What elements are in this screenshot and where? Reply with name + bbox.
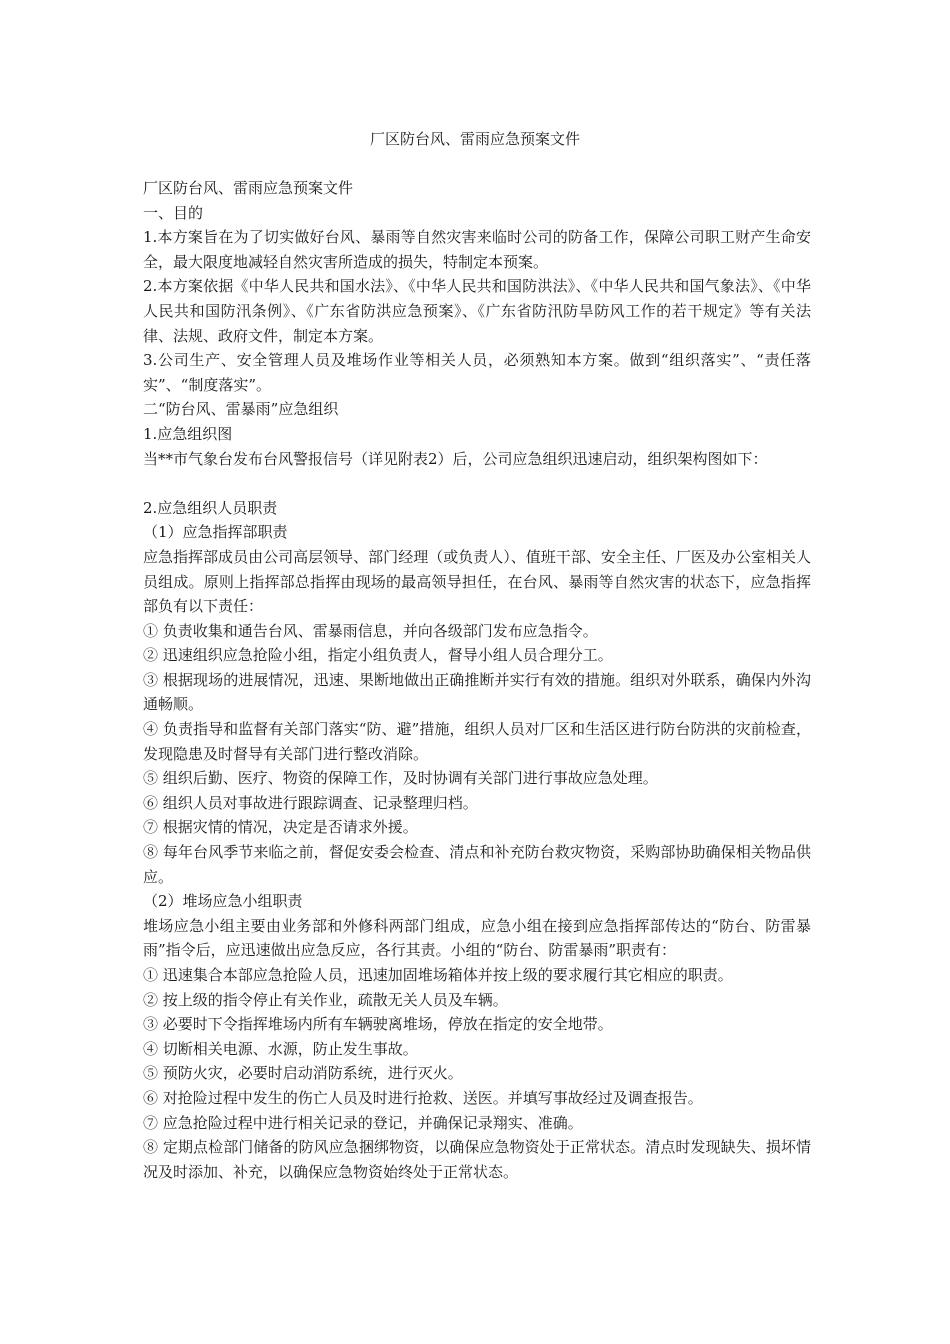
- list-item: ⑧ 定期点检部门储备的防风应急捆绑物资，以确保应急物资处于正常状态。清点时发现缺失、损坏情况及时添加、补充，以确保应急物资始终处于正常状态。: [143, 1138, 811, 1181]
- document-title: 厂区防台风、雷雨应急预案文件: [369, 130, 580, 148]
- list-item: ⑤ 预防火灾，必要时启动消防系统，进行灭火。: [143, 1064, 463, 1083]
- paragraph: 3.公司生产、安全管理人员及堆场作业等相关人员，必须熟知本方案。做到“组织落实”、“责任落实”、“制度落实”。: [143, 351, 811, 394]
- paragraph: 堆场应急小组主要由业务部和外修科两部门组成，应急小组在接到应急指挥部传达的“防台、防雷暴雨”指令后，应迅速做出应急反应，各行其责。小组的“防台、防雷暴雨”职责有：: [143, 916, 811, 960]
- document-body: [143, 176, 811, 1184]
- subsection-heading: （2）堆场应急小组职责: [143, 892, 303, 911]
- paragraph: 应急指挥部成员由公司高层领导、部门经理（或负责人）、值班干部、安全主任、厂医及办公室相关人员组成。原则上指挥部总指挥由现场的最高领导担任，在台风、暴雨等自然灾害的状态下，应急指挥部负有以下责任：: [143, 547, 811, 616]
- list-item: ⑧ 每年台风季节来临之前，督促安委会检查、清点和补充防台救灾物资，采购部协助确保相关物品供应。: [143, 843, 811, 886]
- section-heading-purpose: 一、目的: [143, 203, 204, 222]
- list-item: ④ 切断相关电源、水源，防止发生事故。: [143, 1039, 418, 1058]
- list-item: ① 负责收集和通告台风、雷暴雨信息，并向各级部门发布应急指令。: [143, 621, 598, 640]
- subsection-heading: （1）应急指挥部职责: [143, 523, 288, 542]
- org-chart-placeholder: [143, 471, 811, 496]
- list-item: ⑥ 对抢险过程中发生的伤亡人员及时进行抢救、送医。并填写事故经过及调查报告。: [143, 1088, 703, 1107]
- list-item: ③ 根据现场的进展情况，迅速、果断地做出正确推断并实行有效的措施。组织对外联系，确保内外沟通畅顺。: [143, 670, 811, 714]
- list-item: ④ 负责指导和监督有关部门落实“防、避”措施，组织人员对厂区和生活区进行防台防洪的灾前检查，发现隐患及时督导有关部门进行整改消除。: [143, 720, 811, 763]
- paragraph: 2.本方案依据《中华人民共和国水法》、《中华人民共和国防洪法》、《中华人民共和国气象法》、《中华人民共和国防汛条例》、《广东省防洪应急预案》、《广东省防汛防旱防风工作的若干规定》等有关法律、法规、政府文件，制定本方案。: [143, 277, 811, 345]
- section-heading-organization: 二“防台风、雷暴雨”应急组织: [143, 400, 339, 419]
- list-item: ② 按上级的指令停止有关作业，疏散无关人员及车辆。: [143, 990, 508, 1009]
- body-heading: 厂区防台风、雷雨应急预案文件: [143, 179, 354, 197]
- list-item: ⑦ 根据灾情的情况，决定是否请求外援。: [143, 818, 418, 837]
- subsection-heading: 1.应急组织图: [143, 424, 233, 443]
- subsection-heading: 2.应急组织人员职责: [143, 498, 278, 517]
- list-item: ① 迅速集合本部应急抢险人员，迅速加固堆场箱体并按上级的要求履行其它相应的职责。: [143, 966, 733, 984]
- list-item: ⑥ 组织人员对事故进行跟踪调查、记录整理归档。: [143, 793, 478, 812]
- paragraph: 当**市气象台发布台风警报信号（详见附表2）后，公司应急组织迅速启动，组织架构图如下：: [143, 449, 768, 468]
- list-item: ② 迅速组织应急抢险小组，指定小组负责人，督导小组人员合理分工。: [143, 646, 613, 665]
- list-item: ⑦ 应急抢险过程中进行相关记录的登记，并确保记录翔实、准确。: [143, 1113, 583, 1132]
- paragraph: 1.本方案旨在为了切实做好台风、暴雨等自然灾害来临时公司的防备工作，保障公司职工财产生命安全，最大限度地减轻自然灾害所造成的损失，特制定本预案。: [143, 228, 811, 271]
- list-item: ⑤ 组织后勤、医疗、物资的保障工作，及时协调有关部门进行事故应急处理。: [143, 769, 658, 788]
- list-item: ③ 必要时下令指挥堆场内所有车辆驶离堆场，停放在指定的安全地带。: [143, 1015, 613, 1034]
